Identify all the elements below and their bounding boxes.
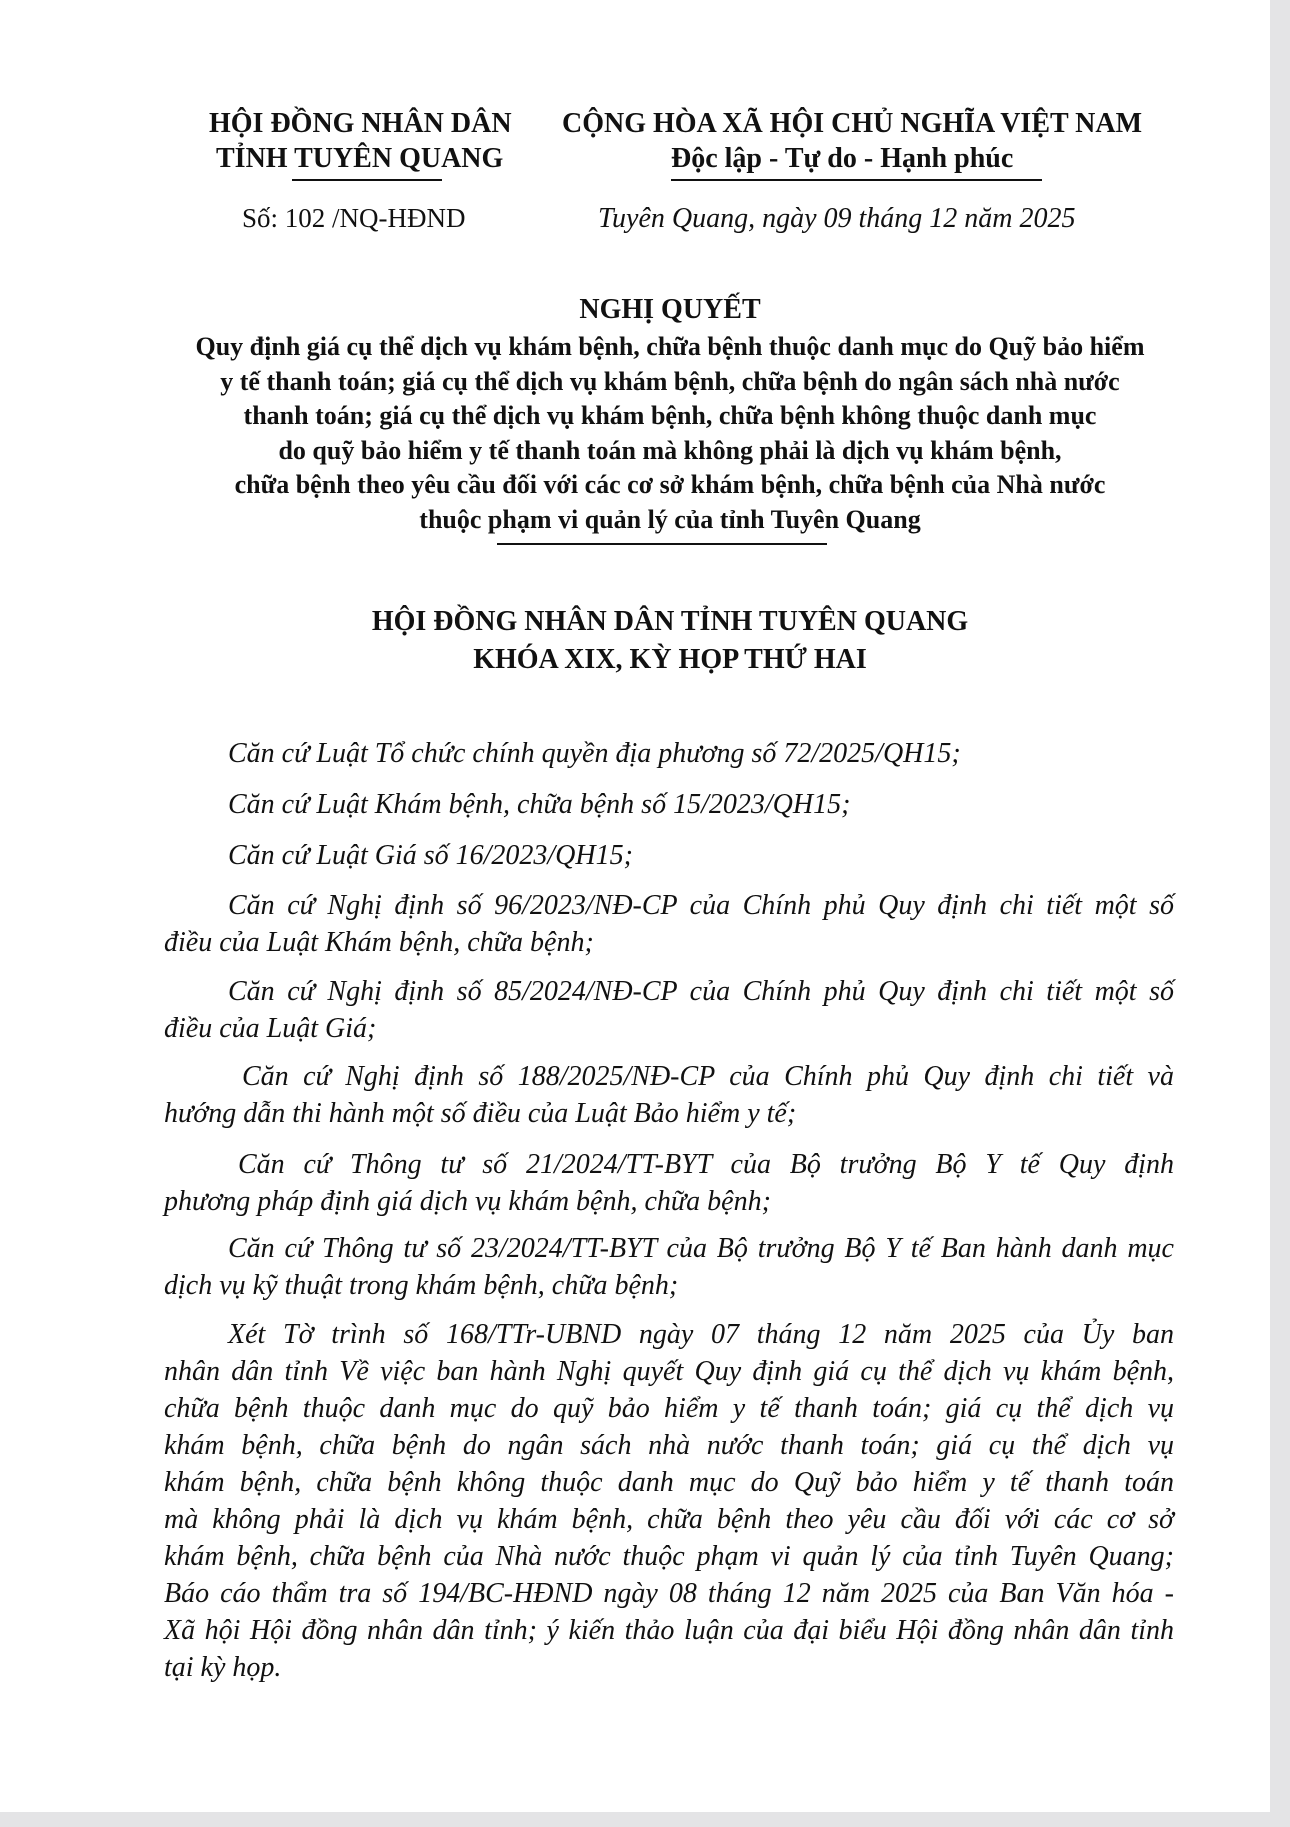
basis-line: Căn cứ Thông tư số 23/2024/TT-BYT của Bộ trưởng Bộ Y tế Ban hành danh mục bbox=[228, 1233, 1174, 1264]
basis-line: phương pháp định giá dịch vụ khám bệnh, chữa bệnh; bbox=[164, 1186, 771, 1217]
title-line: Quy định giá cụ thể dịch vụ khám bệnh, chữa bệnh thuộc danh mục do Quỹ bảo hiểm bbox=[195, 332, 1145, 361]
title-line: thanh toán; giá cụ thể dịch vụ khám bệnh, chữa bệnh không thuộc danh mục bbox=[243, 401, 1097, 430]
basis-line: tại kỳ họp. bbox=[164, 1652, 282, 1683]
national-title: CỘNG HÒA XÃ HỘI CHỦ NGHĨA VIỆT NAM bbox=[562, 108, 1143, 139]
basis-line: Căn cứ Thông tư số 21/2024/TT-BYT của Bộ trưởng Bộ Y tế Quy định bbox=[238, 1149, 1174, 1180]
basis-line: Xét Tờ trình số 168/TTr-UBND ngày 07 tháng 12 năm 2025 của Ủy ban bbox=[228, 1319, 1174, 1350]
document-type-heading: NGHỊ QUYẾT bbox=[579, 294, 761, 325]
title-underline bbox=[497, 543, 827, 545]
basis-line: hướng dẫn thi hành một số điều của Luật Bảo hiểm y tế; bbox=[164, 1098, 797, 1129]
legal-basis-paragraph bbox=[164, 1316, 1174, 1686]
legal-basis-paragraph bbox=[164, 887, 1174, 961]
issuer-underline bbox=[292, 179, 442, 181]
resolution-title bbox=[150, 330, 1190, 537]
basis-line: mà không phải là dịch vụ khám bệnh, chữa bệnh theo yêu cầu đối với các cơ sở bbox=[164, 1504, 1174, 1535]
basis-line: nhân dân tỉnh Về việc ban hành Nghị quyết Quy định giá cụ thể dịch vụ khám bệnh, bbox=[164, 1356, 1174, 1387]
basis-line: điều của Luật Giá; bbox=[164, 1013, 377, 1044]
basis-line: Căn cứ Nghị định số 188/2025/NĐ-CP của Chính phủ Quy định chi tiết và bbox=[242, 1061, 1174, 1092]
title-line: do quỹ bảo hiểm y tế thanh toán mà không phải là dịch vụ khám bệnh, bbox=[278, 435, 1062, 465]
legal-basis-paragraph bbox=[228, 735, 1028, 772]
legal-basis-paragraph bbox=[164, 1058, 1174, 1132]
basis-line: khám bệnh, chữa bệnh do ngân sách nhà nước thanh toán; giá cụ thể dịch vụ bbox=[164, 1430, 1174, 1461]
basis-line: khám bệnh, chữa bệnh không thuộc danh mục do Quỹ bảo hiểm y tế thanh toán bbox=[164, 1467, 1174, 1498]
legal-basis-paragraph bbox=[164, 1230, 1174, 1304]
basis-line: khám bệnh, chữa bệnh của Nhà nước thuộc phạm vi quản lý của tỉnh Tuyên Quang; bbox=[164, 1541, 1174, 1572]
basis-line: Xã hội Hội đồng nhân dân tỉnh; ý kiến thảo luận của đại biểu Hội đồng nhân dân tỉnh bbox=[164, 1615, 1174, 1646]
basis-line: Căn cứ Luật Tổ chức chính quyền địa phương số 72/2025/QH15; bbox=[228, 738, 961, 769]
basis-line: Căn cứ Luật Khám bệnh, chữa bệnh số 15/2023/QH15; bbox=[228, 789, 851, 820]
basis-line: Căn cứ Nghị định số 96/2023/NĐ-CP của Chính phủ Quy định chi tiết một số bbox=[228, 890, 1174, 921]
document-number: Số: 102 /NQ-HĐND bbox=[242, 203, 466, 233]
motto-underline bbox=[671, 179, 1042, 181]
legal-basis-paragraph bbox=[164, 1146, 1174, 1220]
title-line: y tế thanh toán; giá cụ thể dịch vụ khám bệnh, chữa bệnh do ngân sách nhà nước bbox=[220, 366, 1120, 396]
legal-basis-paragraph bbox=[228, 786, 1028, 823]
issuer-name-line2: TỈNH TUYÊN QUANG bbox=[216, 143, 504, 174]
title-line: chữa bệnh theo yêu cầu đối với các cơ sở khám bệnh, chữa bệnh của Nhà nước bbox=[234, 470, 1106, 499]
place-and-date: Tuyên Quang, ngày 09 tháng 12 năm 2025 bbox=[598, 203, 1076, 234]
basis-line: Báo cáo thẩm tra số 194/BC-HĐND ngày 08 tháng 12 năm 2025 của Ban Văn hóa - bbox=[164, 1578, 1174, 1609]
session-heading: KHÓA XIX, KỲ HỌP THỨ HAI bbox=[473, 644, 867, 675]
basis-line: Căn cứ Nghị định số 85/2024/NĐ-CP của Chính phủ Quy định chi tiết một số bbox=[228, 976, 1174, 1007]
legal-basis-paragraph bbox=[164, 973, 1174, 1047]
basis-line: dịch vụ kỹ thuật trong khám bệnh, chữa bệnh; bbox=[164, 1270, 679, 1301]
basis-line: Căn cứ Luật Giá số 16/2023/QH15; bbox=[228, 840, 633, 871]
basis-line: điều của Luật Khám bệnh, chữa bệnh; bbox=[164, 927, 594, 958]
title-line: thuộc phạm vi quản lý của tỉnh Tuyên Quang bbox=[419, 504, 921, 534]
national-motto: Độc lập - Tự do - Hạnh phúc bbox=[671, 143, 1014, 174]
basis-line: chữa bệnh thuộc danh mục do quỹ bảo hiểm y tế thanh toán; giá cụ thể dịch vụ bbox=[164, 1393, 1174, 1424]
council-heading: HỘI ĐỒNG NHÂN DÂN TỈNH TUYÊN QUANG bbox=[371, 606, 969, 637]
legal-basis-paragraph bbox=[228, 837, 1028, 874]
issuer-name-line1: HỘI ĐỒNG NHÂN DÂN bbox=[209, 108, 512, 139]
